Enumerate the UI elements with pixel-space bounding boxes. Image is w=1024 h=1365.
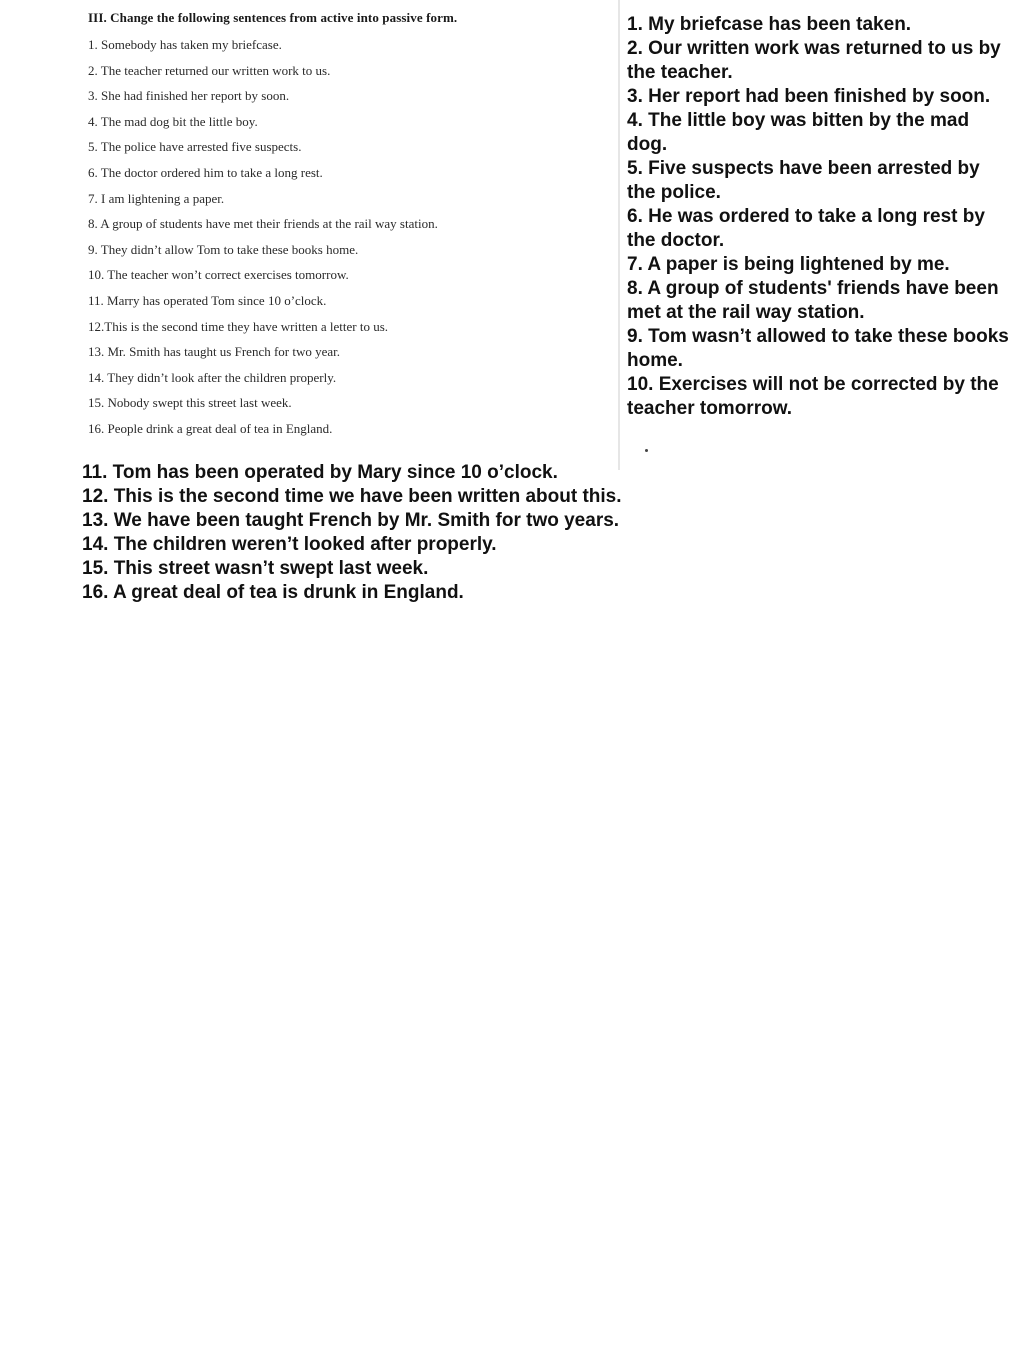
answer-column-right bbox=[627, 13, 1012, 421]
question-item: 7. I am lightening a paper. bbox=[88, 190, 225, 206]
question-item: 8. A group of students have met their friends at the rail way station. bbox=[88, 216, 438, 232]
question-item: 5. The police have arrested five suspects. bbox=[88, 139, 302, 155]
question-item: 12.This is the second time they have written a letter to us. bbox=[88, 318, 389, 334]
answer-item: 4. The little boy was bitten by the mad dog. bbox=[627, 110, 970, 155]
stray-dot bbox=[645, 449, 648, 452]
answer-item: 1. My briefcase has been taken. bbox=[627, 14, 912, 35]
answer-item: 5. Five suspects have been arrested by the police. bbox=[627, 158, 980, 203]
answer-item: 15. This street wasn’t swept last week. bbox=[82, 558, 429, 579]
question-item: 4. The mad dog bit the little boy. bbox=[88, 113, 258, 129]
answer-list-bottom bbox=[82, 461, 622, 605]
question-item: 14. They didn’t look after the children properly. bbox=[88, 369, 337, 385]
answer-item: 13. We have been taught French by Mr. Smith for two years. bbox=[82, 510, 620, 531]
question-item: 1. Somebody has taken my briefcase. bbox=[88, 37, 282, 52]
question-item: 15. Nobody swept this street last week. bbox=[88, 395, 292, 411]
question-item: 13. Mr. Smith has taught us French for two year. bbox=[88, 344, 341, 360]
answer-item: 6. He was ordered to take a long rest by the doctor. bbox=[627, 206, 985, 251]
question-item: 2. The teacher returned our written work to us. bbox=[88, 62, 331, 78]
exercise-title: III. Change the following sentences from active into passive form. bbox=[88, 10, 458, 25]
question-list bbox=[88, 36, 438, 446]
answer-item: 12. This is the second time we have been written about this. bbox=[82, 486, 622, 507]
question-item: 6. The doctor ordered him to take a long rest. bbox=[88, 164, 323, 180]
answer-item: 7. A paper is being lightened by me. bbox=[627, 254, 950, 275]
question-item: 16. People drink a great deal of tea in England. bbox=[88, 420, 333, 436]
answer-item: 9. Tom wasn’t allowed to take these books home. bbox=[627, 326, 1009, 371]
answer-item: 16. A great deal of tea is drunk in England. bbox=[82, 582, 464, 603]
answer-item: 8. A group of students' friends have been met at the rail way station. bbox=[627, 278, 999, 323]
answer-item: 11. Tom has been operated by Mary since 10 o’clock. bbox=[82, 462, 558, 483]
question-item: 3. She had finished her report by soon. bbox=[88, 88, 290, 104]
answer-item: 10. Exercises will not be corrected by the teacher tomorrow. bbox=[627, 374, 999, 419]
question-item: 9. They didn’t allow Tom to take these books home. bbox=[88, 241, 359, 257]
answer-item: 3. Her report had been finished by soon. bbox=[627, 86, 991, 107]
question-item: 11. Marry has operated Tom since 10 o’clock. bbox=[88, 292, 327, 308]
answer-item: 14. The children weren’t looked after properly. bbox=[82, 534, 497, 555]
exercise-panel bbox=[0, 0, 620, 470]
answer-item: 2. Our written work was returned to us by the teacher. bbox=[627, 38, 1001, 83]
question-item: 10. The teacher won’t correct exercises tomorrow. bbox=[88, 267, 349, 283]
